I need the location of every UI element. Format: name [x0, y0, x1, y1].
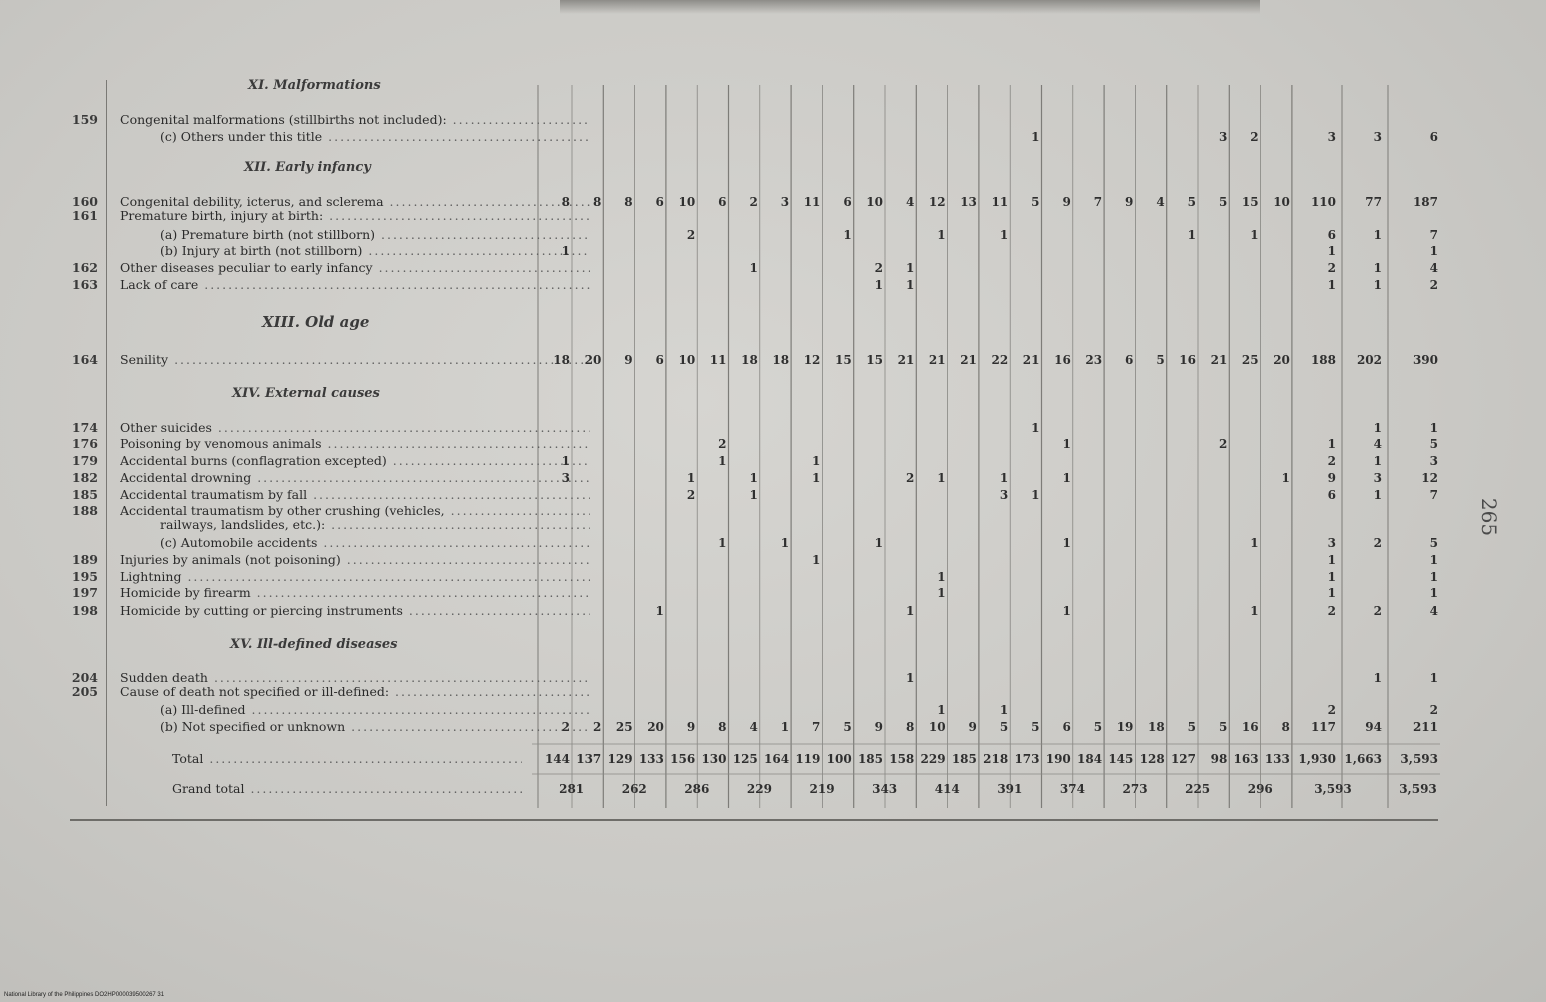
table-cell: 3	[1373, 130, 1382, 144]
table-cell: 11	[991, 195, 1009, 209]
table-cell: 9	[686, 720, 696, 734]
table-cell: 3	[561, 471, 570, 485]
row-code: 205	[71, 684, 98, 699]
table-cell: 1	[561, 454, 570, 468]
table-cell: 9	[624, 353, 633, 367]
row-label: Accidental drowning .....	[120, 470, 590, 486]
total-cell: 119	[795, 752, 821, 766]
table-cell: 22	[991, 353, 1009, 367]
table-cell: 15	[866, 353, 883, 367]
table-cell: 1	[937, 586, 946, 600]
table-cell: 1	[655, 604, 664, 618]
section-heading-xiii: XIII. Old age	[262, 313, 370, 331]
table-cell: 8	[624, 195, 633, 209]
table-cell: 19	[1116, 720, 1134, 734]
table-cell: 1	[1031, 421, 1040, 435]
table-cell: 13	[960, 195, 977, 209]
table-cell: 12	[1421, 471, 1438, 485]
row-label: Congenital debility, icterus, and sclerema .....	[120, 194, 590, 210]
table-cell: 20	[647, 720, 664, 734]
table-cell: 16	[1179, 353, 1196, 367]
table-cell: 2	[686, 488, 696, 502]
total-cell: 218	[983, 752, 1009, 766]
table-cell: 1	[1373, 261, 1382, 275]
table-cell: 5	[1187, 195, 1196, 209]
table-cell: 3	[1327, 536, 1336, 550]
table-cell: 10	[1273, 195, 1290, 209]
total-cell: 190	[1045, 752, 1071, 766]
row-code: 204	[71, 670, 98, 685]
total-cell: 129	[607, 752, 633, 766]
table-cell: 1	[812, 553, 821, 567]
grand-total-cell: 219	[809, 782, 835, 796]
table-cell: 1	[1373, 228, 1382, 242]
total-cell: 127	[1170, 752, 1196, 766]
row-label: railways, landslides, etc.): .....	[160, 517, 590, 533]
table-cell: 2	[561, 720, 570, 734]
table-cell: 25	[1241, 353, 1259, 367]
table-cell: 8	[1281, 720, 1290, 734]
row-code: 197	[71, 585, 98, 600]
table-cell: 1	[937, 471, 946, 485]
total-cell: 3,593	[1400, 752, 1438, 766]
table-cell: 7	[1429, 228, 1438, 242]
table-cell: 2	[1373, 536, 1382, 550]
row-label: (c) Others under this title .....	[160, 129, 590, 145]
grand-total-cell: 286	[684, 782, 710, 796]
table-cell: 1	[718, 536, 727, 550]
table-cell: 1	[749, 261, 758, 275]
row-label: Accidental traumatism by fall .....	[120, 487, 590, 503]
row-label: Accidental burns (conflagration excepted) .....	[120, 453, 590, 469]
table-bottom-rule	[70, 819, 1438, 821]
total-cell: 185	[857, 752, 883, 766]
table-cell: 5	[1031, 720, 1040, 734]
table-cell: 2	[1218, 437, 1228, 451]
table-cell: 5	[1187, 720, 1196, 734]
table-cell: 1	[1327, 553, 1336, 567]
table-cell: 7	[1093, 195, 1103, 209]
total-cell: 144	[544, 752, 570, 766]
row-label: Lightning .....	[120, 569, 590, 585]
total-cell: 185	[951, 752, 977, 766]
table-cell: 1	[812, 454, 821, 468]
table-cell: 1	[1327, 244, 1336, 258]
grand-total-cell: 225	[1185, 782, 1211, 796]
table-cell: 3	[999, 488, 1009, 502]
table-cell: 21	[960, 353, 977, 367]
table-cell: 2	[1429, 278, 1438, 292]
table-cell: 3	[1429, 454, 1438, 468]
page-number: 265	[1477, 497, 1502, 537]
library-watermark: National Library of the Philippines DO2HP000039500267 31	[4, 992, 165, 998]
table-cell: 2	[1327, 604, 1336, 618]
table-cell: 1	[1250, 228, 1259, 242]
row-label: Homicide by firearm .....	[120, 585, 590, 601]
table-cell: 1	[874, 278, 883, 292]
table-cell: 1	[1429, 570, 1438, 584]
row-code: 163	[71, 277, 98, 292]
table-cell: 5	[1218, 720, 1228, 734]
table-cell: 1	[937, 228, 946, 242]
table-cell: 21	[897, 353, 915, 367]
table-cell: 18	[1147, 720, 1165, 734]
table-cell: 15	[1241, 195, 1259, 209]
table-cell: 16	[1054, 353, 1071, 367]
table-cell: 2	[592, 720, 602, 734]
table-cell: 4	[1429, 261, 1438, 275]
table-cell: 110	[1310, 195, 1336, 209]
grand-total-cell: 296	[1247, 782, 1273, 796]
table-cell: 10	[928, 720, 946, 734]
table-cell: 7	[812, 720, 821, 734]
row-code: 160	[71, 194, 98, 209]
total-label: Total .....	[172, 751, 522, 766]
table-cell: 1	[1373, 421, 1382, 435]
table-cell: 2	[905, 471, 915, 485]
table-cell: 18	[741, 353, 758, 367]
table-cell: 21	[928, 353, 946, 367]
total-cell: 130	[701, 752, 727, 766]
table-cell: 1	[1281, 471, 1290, 485]
table-cell: 1	[905, 604, 915, 618]
table-cell: 1	[1373, 454, 1382, 468]
row-code: 182	[71, 470, 98, 485]
row-label: (a) Premature birth (not stillborn) .....	[160, 227, 590, 243]
total-cell: 1,663	[1344, 752, 1382, 766]
table-cell: 10	[678, 195, 696, 209]
table-cell: 1	[999, 703, 1009, 717]
table-cell: 1	[780, 720, 790, 734]
table-cell: 5	[1031, 195, 1040, 209]
total-cell: 145	[1108, 752, 1134, 766]
grand-total-cell: 3,593	[1399, 782, 1437, 796]
table-cell: 1	[1250, 604, 1259, 618]
table-cell: 1	[937, 703, 946, 717]
grand-total-cell: 414	[934, 782, 960, 796]
table-cell: 9	[1327, 471, 1336, 485]
grand-total-cell: 391	[997, 782, 1023, 796]
table-cell: 390	[1412, 353, 1438, 367]
table-cell: 3	[1327, 130, 1336, 144]
section-heading-xi: XI. Malformations	[248, 78, 381, 93]
total-cell: 137	[576, 752, 602, 766]
table-cell: 5	[1429, 536, 1438, 550]
total-cell: 1,930	[1298, 752, 1336, 766]
row-code: 179	[71, 453, 98, 468]
table-cell: 1	[1062, 536, 1071, 550]
table-cell: 7	[1429, 488, 1438, 502]
table-cell: 5	[999, 720, 1009, 734]
table-cell: 23	[1085, 353, 1103, 367]
table-cell: 2	[749, 195, 758, 209]
table-cell: 6	[1429, 130, 1438, 144]
table-cell: 1	[749, 488, 758, 502]
row-label: (b) Injury at birth (not stillborn) .....	[160, 243, 590, 259]
total-cell: 163	[1233, 752, 1259, 766]
table-cell: 1	[780, 536, 790, 550]
table-cell: 5	[843, 720, 852, 734]
table-cell: 6	[1062, 720, 1071, 734]
table-cell: 1	[1031, 130, 1040, 144]
table-cell: 12	[928, 195, 946, 209]
total-cell: 156	[670, 752, 696, 766]
table-cell: 202	[1356, 353, 1382, 367]
table-cell: 1	[874, 536, 883, 550]
row-label: (c) Automobile accidents .....	[160, 535, 590, 551]
table-cell: 1	[999, 471, 1009, 485]
table-cell: 6	[1327, 228, 1336, 242]
total-cell: 133	[638, 752, 664, 766]
row-code: 195	[71, 569, 98, 584]
table-cell: 20	[1273, 353, 1290, 367]
table-cell: 117	[1310, 720, 1336, 734]
row-code: 189	[71, 552, 98, 567]
grand-total-cell: 262	[621, 782, 647, 796]
section-heading-xv: XV. Ill-defined diseases	[230, 637, 398, 652]
table-cell: 6	[718, 195, 727, 209]
row-code: 164	[71, 352, 98, 367]
table-cell: 2	[1327, 703, 1336, 717]
table-cell: 21	[1022, 353, 1040, 367]
table-cell: 2	[874, 261, 883, 275]
table-cell: 6	[843, 195, 852, 209]
table-cell: 1	[999, 228, 1009, 242]
grand-total-cell: 229	[746, 782, 772, 796]
row-label: Accidental traumatism by other crushing (vehicles, .....	[120, 503, 590, 519]
table-cell: 187	[1412, 195, 1438, 209]
row-label: Homicide by cutting or piercing instruments .....	[120, 603, 590, 619]
table-cell: 5	[1156, 353, 1165, 367]
table-cell: 77	[1365, 195, 1382, 209]
table-cell: 8	[905, 720, 915, 734]
row-code: 162	[71, 260, 98, 275]
table-cell: 1	[749, 471, 758, 485]
table-cell: 2	[1373, 604, 1382, 618]
table-cell: 5	[1093, 720, 1103, 734]
table-cell: 1	[561, 244, 570, 258]
table-cell: 1	[1373, 488, 1382, 502]
table-cell: 6	[655, 353, 664, 367]
table-cell: 2	[718, 437, 727, 451]
table-cell: 188	[1310, 353, 1336, 367]
table-cell: 11	[709, 353, 727, 367]
row-code: 198	[71, 603, 98, 618]
table-cell: 6	[655, 195, 664, 209]
table-cell: 20	[584, 353, 602, 367]
row-label: Poisoning by venomous animals .....	[120, 436, 590, 452]
table-cell: 1	[718, 454, 727, 468]
table-cell: 5	[1429, 437, 1438, 451]
table-cell: 1	[1429, 421, 1438, 435]
total-cell: 164	[764, 752, 790, 766]
row-code: 159	[71, 112, 98, 127]
table-cell: 1	[843, 228, 852, 242]
table-cell: 6	[1125, 353, 1134, 367]
table-cell: 10	[678, 353, 696, 367]
table-cell: 1	[1429, 553, 1438, 567]
table-cell: 1	[905, 278, 915, 292]
table-cell: 1	[1429, 671, 1438, 685]
row-label: Sudden death .....	[120, 670, 590, 686]
table-cell: 3	[1218, 130, 1228, 144]
total-cell: 158	[889, 752, 915, 766]
table-cell: 94	[1365, 720, 1382, 734]
table-cell: 4	[1429, 604, 1438, 618]
table-cell: 8	[561, 195, 570, 209]
grand-total-label: Grand total .....	[172, 781, 522, 796]
table-cell: 1	[1187, 228, 1196, 242]
row-label: Lack of care .....	[120, 277, 590, 293]
table-cell: 1	[1327, 278, 1336, 292]
total-cell: 128	[1139, 752, 1165, 766]
grand-total-cell: 3,593	[1314, 782, 1352, 796]
grand-total-cell: 343	[872, 782, 898, 796]
table-cell: 2	[1327, 454, 1336, 468]
table-cell: 1	[1327, 437, 1336, 451]
grand-total-cell: 281	[559, 782, 585, 796]
table-cell: 3	[780, 195, 790, 209]
table-cell: 9	[874, 720, 883, 734]
row-code: 188	[71, 503, 98, 518]
table-cell: 2	[686, 228, 696, 242]
table-cell: 1	[1429, 586, 1438, 600]
table-cell: 12	[803, 353, 821, 367]
total-cell: 98	[1210, 752, 1228, 766]
table-cell: 1	[1327, 586, 1336, 600]
section-heading-xiv: XIV. External causes	[232, 386, 380, 401]
row-label: Injuries by animals (not poisoning) .....	[120, 552, 590, 568]
table-cell: 1	[1429, 244, 1438, 258]
table-cell: 1	[1062, 604, 1071, 618]
row-label: Other suicides .....	[120, 420, 590, 436]
row-label: Other diseases peculiar to early infancy .....	[120, 260, 590, 276]
table-cell: 11	[803, 195, 821, 209]
table-cell: 4	[1373, 437, 1382, 451]
total-cell: 229	[920, 752, 946, 766]
grand-total-cell: 374	[1059, 782, 1085, 796]
row-label: Cause of death not specified or ill-defined: .....	[120, 684, 590, 700]
table-cell: 9	[1125, 195, 1134, 209]
table-cell: 1	[1373, 671, 1382, 685]
table-cell: 1	[1250, 536, 1259, 550]
table-cell: 15	[834, 353, 852, 367]
section-heading-xii: XII. Early infancy	[244, 160, 371, 175]
table-cell: 8	[718, 720, 727, 734]
total-cell: 100	[826, 752, 852, 766]
table-cell: 1	[1327, 570, 1336, 584]
table-cell: 9	[968, 720, 977, 734]
table-cell: 18	[553, 353, 570, 367]
table-cell: 4	[749, 720, 758, 734]
table-cell: 8	[592, 195, 602, 209]
row-label: Senility .....	[120, 352, 590, 368]
table-cell: 1	[812, 471, 821, 485]
grand-total-cell: 273	[1122, 782, 1148, 796]
table-cell: 1	[1373, 278, 1382, 292]
row-code: 161	[71, 208, 98, 223]
row-label: (a) Ill-defined .....	[160, 702, 590, 718]
table-cell: 1	[1062, 471, 1071, 485]
table-cell: 4	[905, 195, 915, 209]
table-cell: 1	[1031, 488, 1040, 502]
table-cell: 2	[1327, 261, 1336, 275]
table-cell: 1	[905, 671, 915, 685]
row-code: 176	[71, 436, 98, 451]
table-cell: 21	[1210, 353, 1228, 367]
table-cell: 5	[1218, 195, 1228, 209]
table-cell: 3	[1373, 471, 1382, 485]
table-cell: 9	[1062, 195, 1071, 209]
table-cell: 25	[615, 720, 633, 734]
table-cell: 1	[937, 570, 946, 584]
table-cell: 1	[686, 471, 696, 485]
row-code: 185	[71, 487, 98, 502]
table-cell: 1	[1062, 437, 1071, 451]
table-cell: 10	[866, 195, 883, 209]
total-cell: 173	[1014, 752, 1040, 766]
table-cell: 211	[1412, 720, 1438, 734]
table-cell: 16	[1241, 720, 1259, 734]
table-cell: 2	[1250, 130, 1259, 144]
table-cell: 1	[905, 261, 915, 275]
table-cell: 4	[1156, 195, 1165, 209]
total-cell: 133	[1264, 752, 1290, 766]
table-cell: 18	[772, 353, 790, 367]
row-label: Congenital malformations (stillbirths not included): .....	[120, 112, 590, 128]
table-cell: 6	[1327, 488, 1336, 502]
row-label: (b) Not specified or unknown .....	[160, 719, 590, 735]
row-label: Premature birth, injury at birth: .....	[120, 208, 590, 224]
total-cell: 184	[1077, 752, 1103, 766]
total-cell: 125	[732, 752, 758, 766]
table-cell: 2	[1429, 703, 1438, 717]
row-code: 174	[71, 420, 98, 435]
